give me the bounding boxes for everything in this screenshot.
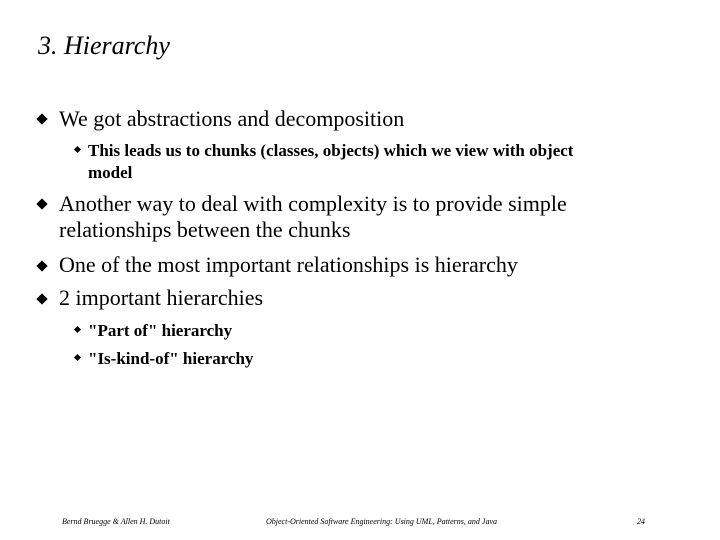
subbullet-4-2: "Is-kind-of" hierarchy [88,349,254,368]
bullet-1-text: We got abstractions and decomposition [59,106,405,131]
small-diamond-bullet-icon [74,146,81,153]
subbullet-1-1-line-2: model [88,163,133,182]
footer-page-number: 24 [637,517,645,526]
diamond-bullet-icon [36,260,47,271]
footer-authors: Bernd Bruegge & Allen H. Dutoit [62,517,170,526]
small-diamond-bullet-icon [74,326,81,333]
slide-title: 3. Hierarchy [38,31,170,60]
bullet-2-line-1: Another way to deal with complexity is to provide simple [59,191,567,216]
diamond-bullet-icon [36,113,47,124]
bullet-4-text: 2 important hierarchies [59,285,264,310]
footer-book-title: Object-Oriented Software Engineering: Using UML, Patterns, and Java [266,517,497,526]
diamond-bullet-icon [36,293,47,304]
diamond-bullet-icon [36,198,47,209]
bullet-3-text: One of the most important relationships is hierarchy [59,252,518,277]
bullet-2-line-2: relationships between the chunks [59,217,351,242]
subbullet-4-1: "Part of" hierarchy [88,321,233,340]
subbullet-1-1-line-1: This leads us to chunks (classes, objects) which we view with object [88,141,574,160]
small-diamond-bullet-icon [74,354,81,361]
